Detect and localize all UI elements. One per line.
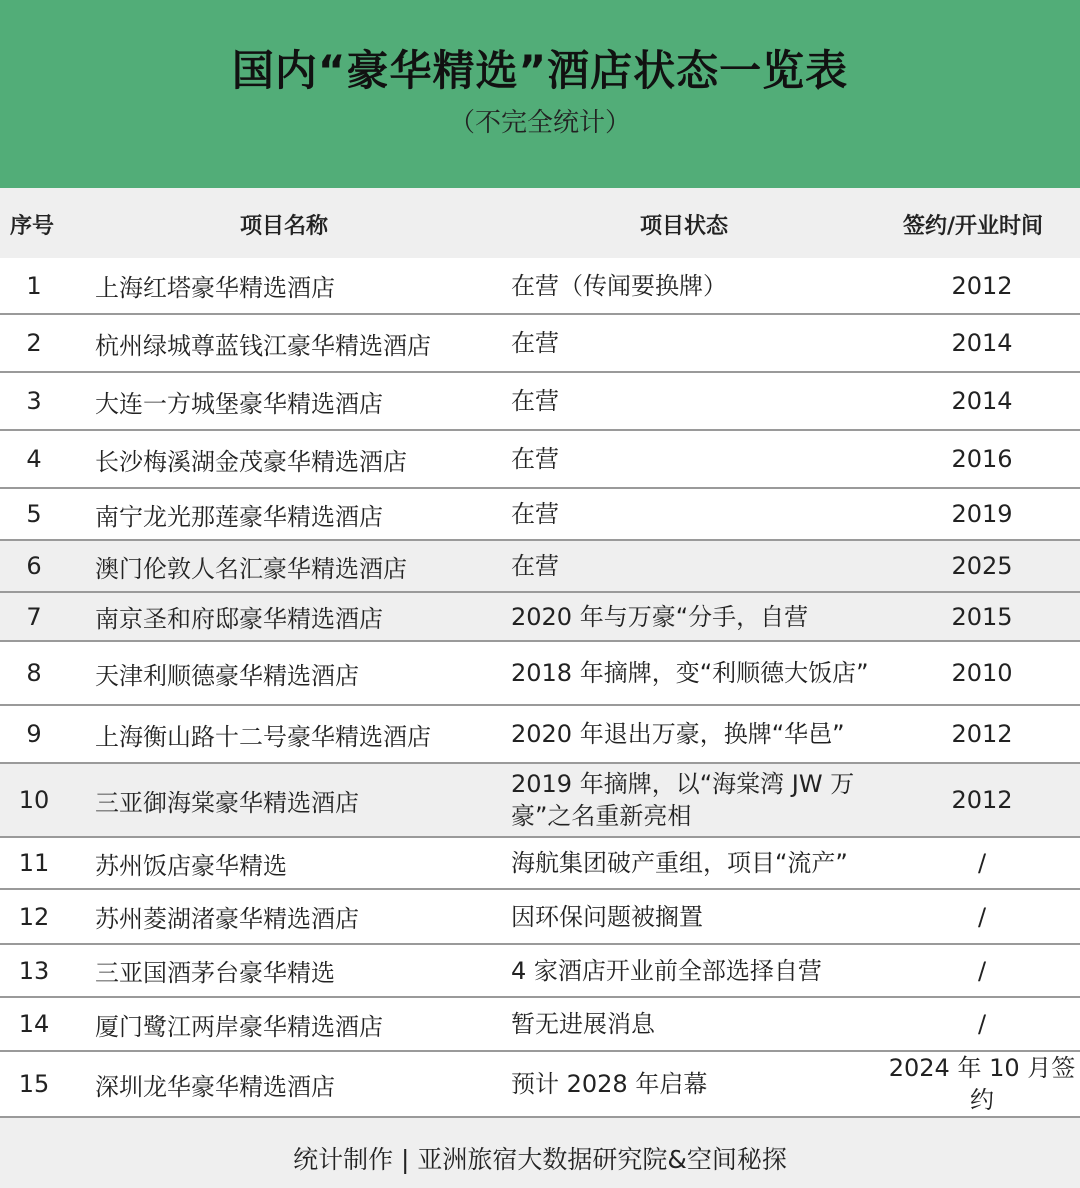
project-status: 在营（传闻要换牌）	[511, 271, 727, 300]
project-status: 2020 年与万豪“分手，自营	[511, 602, 809, 631]
project-status: 因环保问题被搁置	[511, 902, 703, 931]
row-number: 12	[18, 902, 50, 931]
project-status: 在营	[511, 329, 559, 357]
project-name: 三亚御海棠豪华精选酒店	[95, 788, 359, 817]
project-status: 预计 2028 年启幕	[511, 1070, 708, 1098]
project-status: 海航集团破产重组，项目“流产”	[511, 849, 848, 877]
table-row	[0, 764, 1080, 838]
project-name: 上海红塔豪华精选酒店	[95, 274, 335, 302]
signing-opening-time: /	[977, 849, 987, 877]
project-status: 在营	[511, 445, 559, 473]
project-status: 暂无进展消息	[511, 1010, 655, 1038]
table-row	[0, 489, 1080, 541]
project-name: 三亚国酒茅台豪华精选	[95, 959, 335, 987]
title-banner	[0, 0, 1080, 188]
signing-opening-time: 2014	[951, 329, 1013, 357]
project-status: 在营	[511, 552, 559, 580]
signing-opening-time: 2019	[951, 500, 1013, 528]
column-header-name: 项目名称	[240, 214, 329, 239]
signing-opening-time: /	[977, 1010, 987, 1038]
signing-opening-time: 2015	[951, 602, 1013, 631]
project-name: 南宁龙光那莲豪华精选酒店	[95, 502, 383, 531]
page-subtitle: （不完全统计）	[448, 108, 631, 138]
signing-opening-time: /	[977, 956, 987, 985]
signing-opening-time: /	[977, 902, 987, 931]
row-number: 2	[26, 329, 42, 357]
row-number: 15	[18, 1070, 50, 1098]
table-row	[0, 431, 1080, 489]
signing-opening-time: 2012	[951, 720, 1013, 748]
project-status: 在营	[511, 387, 559, 415]
project-name: 厦门鹭江两岸豪华精选酒店	[95, 1012, 383, 1041]
source-credit: 统计制作 | 亚洲旅宿大数据研究院&空间秘探	[293, 1145, 787, 1174]
table-row	[0, 258, 1080, 315]
table-row	[0, 373, 1080, 431]
project-name: 苏州菱湖渚豪华精选酒店	[95, 905, 359, 933]
project-name: 苏州饭店豪华精选	[95, 851, 287, 880]
table-row	[0, 1052, 1080, 1118]
signing-opening-time: 2025	[951, 552, 1013, 580]
project-status: 2018 年摘牌，变“利顺德大饭店”	[511, 659, 869, 687]
signing-opening-time: 2012	[951, 786, 1013, 814]
project-name: 杭州绿城尊蓝钱江豪华精选酒店	[95, 331, 431, 360]
table-row	[0, 315, 1080, 373]
row-number: 7	[26, 602, 42, 631]
table-row	[0, 706, 1080, 764]
row-number: 1	[26, 271, 42, 300]
project-name: 长沙梅溪湖金茂豪华精选酒店	[95, 447, 407, 476]
row-number: 14	[18, 1010, 50, 1038]
table-row	[0, 890, 1080, 945]
table-row	[0, 541, 1080, 593]
row-number: 11	[18, 849, 50, 877]
project-status: 2020 年退出万豪，换牌“华邑”	[511, 720, 845, 748]
column-header-status: 项目状态	[640, 214, 729, 239]
column-header-no: 序号	[10, 214, 55, 239]
project-status: 2019 年摘牌，以“海棠湾 JW 万豪”之名重新亮相	[511, 770, 855, 830]
row-number: 4	[26, 445, 42, 473]
row-number: 3	[26, 387, 42, 415]
table-row	[0, 998, 1080, 1052]
project-name: 深圳龙华豪华精选酒店	[95, 1072, 335, 1101]
signing-opening-time: 2012	[951, 271, 1013, 300]
signing-opening-time: 2016	[951, 445, 1013, 473]
table-header	[0, 188, 1080, 260]
row-number: 9	[26, 720, 42, 748]
row-number: 5	[26, 500, 42, 528]
row-number: 6	[26, 552, 42, 580]
project-name: 澳门伦敦人名汇豪华精选酒店	[95, 554, 407, 583]
project-status: 4 家酒店开业前全部选择自营	[511, 956, 822, 985]
project-name: 大连一方城堡豪华精选酒店	[95, 389, 383, 418]
project-name: 天津利顺德豪华精选酒店	[95, 661, 359, 690]
signing-opening-time: 2010	[951, 659, 1013, 687]
row-number: 13	[18, 956, 50, 985]
page-title: 国内“豪华精选”酒店状态一览表	[231, 46, 849, 95]
table-row	[0, 945, 1080, 998]
project-status: 在营	[511, 500, 559, 528]
row-number: 8	[26, 659, 42, 687]
signing-opening-time: 2024 年 10 月签约	[888, 1054, 1076, 1114]
row-number: 10	[18, 786, 50, 814]
project-name: 上海衡山路十二号豪华精选酒店	[95, 722, 431, 751]
column-header-time: 签约/开业时间	[903, 214, 1044, 239]
table-row	[0, 838, 1080, 890]
signing-opening-time: 2014	[951, 387, 1013, 415]
table-row	[0, 642, 1080, 706]
table-row	[0, 593, 1080, 642]
project-name: 南京圣和府邸豪华精选酒店	[95, 605, 383, 633]
source-footer	[0, 1118, 1080, 1188]
